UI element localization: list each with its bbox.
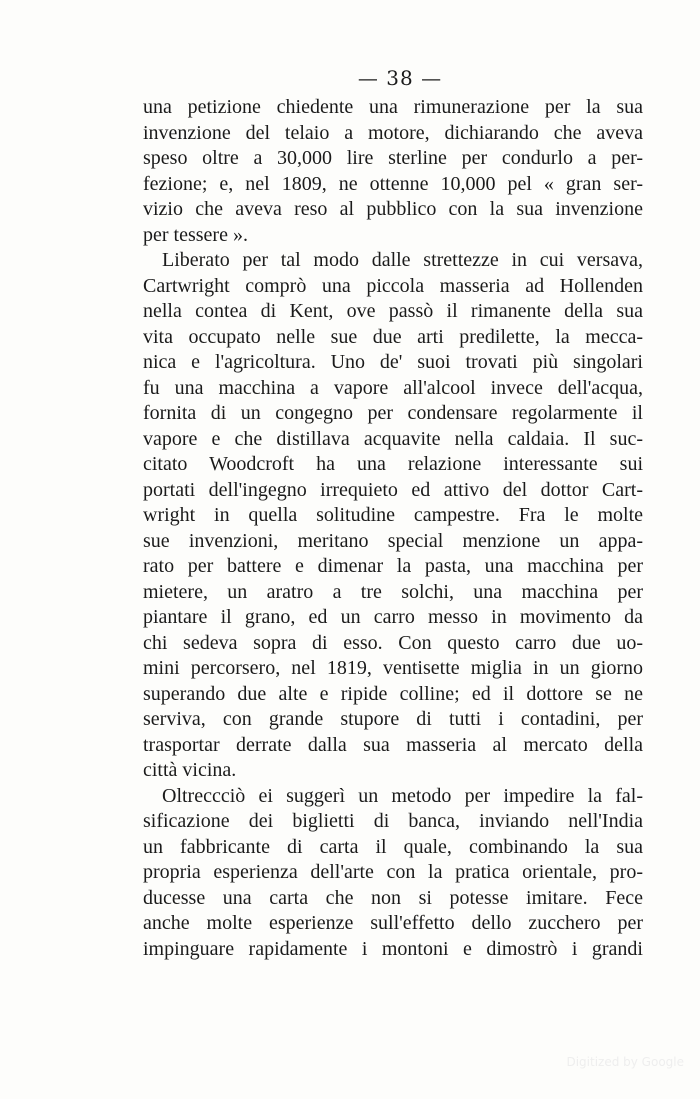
- text-line: citato Woodcroft ha una relazione interessante sui: [143, 453, 643, 475]
- text-line: sificazione dei biglietti di banca, inviando nell'India: [143, 810, 643, 832]
- text-line: anche molte esperienze sull'effetto dello zucchero per: [143, 912, 643, 934]
- text-line: trasportar derrate dalla sua masseria al mercato della: [143, 733, 643, 756]
- paragraph: [143, 248, 643, 784]
- text-line: invenzione del telaio a motore, dichiarando che aveva: [143, 121, 643, 144]
- text-line: fornita di un congegno per condensare regolarmente il: [143, 402, 643, 424]
- text-line: speso oltre a 30,000 lire sterline per condurlo a per-: [143, 147, 643, 169]
- text-line: portati dell'ingegno irrequieto ed attivo del dottor Cart-: [143, 478, 643, 501]
- text-line: ducesse una carta che non si potesse imitare. Fece: [143, 886, 643, 909]
- text-line: impinguare rapidamente i montoni e dimostrò i grandi: [143, 937, 643, 960]
- text-line: una petizione chiedente una rimunerazione per la sua: [143, 96, 643, 118]
- text-line: vita occupato nelle sue due arti predilette, la mecca-: [143, 325, 643, 348]
- text-line: fu una macchina a vapore all'alcool invece dell'acqua,: [143, 376, 643, 399]
- text-line: Liberato per tal modo dalle strettezze in cui versava,: [162, 249, 643, 271]
- paragraph: [143, 95, 643, 248]
- text-line: un fabbricante di carta il quale, combinando la sua: [143, 835, 643, 858]
- text-line: vapore e che distillava acquavite nella caldaia. Il suc-: [143, 427, 643, 450]
- text-line: mini percorsero, nel 1819, ventisette miglia in un giorno: [143, 657, 643, 679]
- text-line: piantare il grano, ed un carro messo in movimento da: [143, 606, 643, 628]
- text-line: chi sedeva sopra di esso. Con questo carro due uo-: [143, 631, 643, 654]
- page-number: — 38 —: [357, 66, 443, 90]
- text-line: per tessere ».: [143, 223, 248, 246]
- text-line: propria esperienza dell'arte con la pratica orientale, pro-: [143, 861, 643, 883]
- text-line: vizio che aveva reso al pubblico con la sua invenzione: [143, 198, 643, 220]
- text-line: superando due alte e ripide colline; ed il dottore se ne: [143, 682, 643, 705]
- body-text: [143, 95, 643, 962]
- text-line: serviva, con grande stupore di tutti i contadini, per: [143, 708, 643, 730]
- watermark: Digitized by Google: [566, 1055, 684, 1069]
- text-line: fezione; e, nel 1809, ne ottenne 10,000 pel « gran ser-: [143, 172, 643, 195]
- text-line: nella contea di Kent, ove passò il rimanente della sua: [143, 300, 643, 322]
- text-line: nica e l'agricoltura. Uno de' suoi trovati più singolari: [143, 351, 643, 373]
- text-line: sue invenzioni, meritano special menzione un appa-: [143, 529, 643, 552]
- text-line: Cartwright comprò una piccola masseria ad Hollenden: [143, 274, 643, 297]
- text-line: Oltreccciò ei suggerì un metodo per impedire la fal-: [162, 784, 643, 807]
- paragraph: [143, 784, 643, 963]
- text-line: città vicina.: [143, 759, 237, 781]
- text-line: wright in quella solitudine campestre. Fra le molte: [143, 504, 643, 526]
- text-line: mietere, un aratro a tre solchi, una macchina per: [143, 580, 643, 603]
- text-line: rato per battere e dimenar la pasta, una macchina per: [143, 555, 643, 577]
